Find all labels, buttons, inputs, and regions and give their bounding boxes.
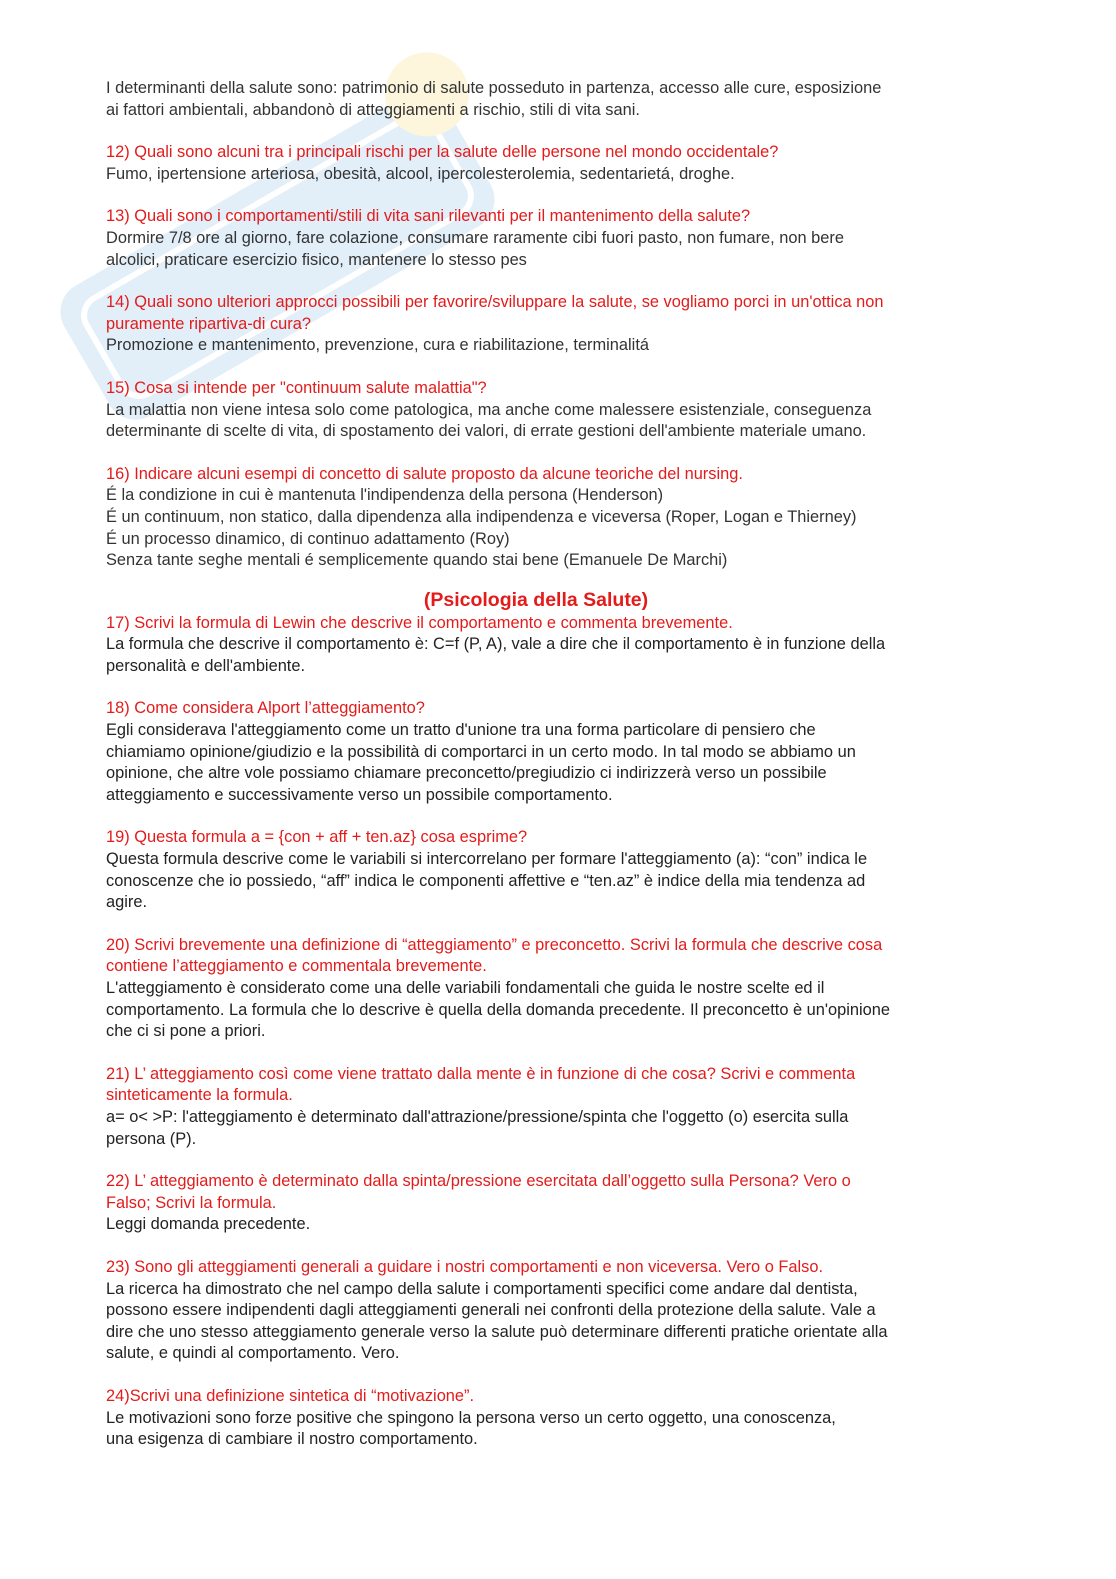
answer-14: Promozione e mantenimento, prevenzione, cura e riabilitazione, terminalitá (106, 336, 649, 355)
question-17: 17) Scrivi la formula di Lewin che descrive il comportamento e commenta brevemente. (106, 613, 733, 632)
answer-13: Dormire 7/8 ore al giorno, fare colazione, consumare raramente cibi fuori pasto, non fumare, non bere alcolici, praticare esercizio fisico, mantenere lo stesso pes (106, 228, 844, 269)
question-19: 19) Questa formula a = {con + aff + ten.az} cosa esprime? (106, 828, 528, 847)
qa-item-15 (106, 378, 1006, 443)
question-22: 22) L’ atteggiamento è determinato dalla spinta/pressione esercitata dall’oggetto sulla Persona? Vero o Falso; Scrivi la formula. (106, 1172, 851, 1212)
question-24: 24)Scrivi una definizione sintetica di “motivazione”. (106, 1386, 475, 1405)
answer-23: La ricerca ha dimostrato che nel campo della salute i comportamenti specifici come andare dal dentista, possono essere indipendenti dagli atteggiamenti generali nei confronti della protezione della salute. Vale a dire che uno stesso atteggiamento generale verso la salute può determinare differenti pratiche orientate alla salute, e quindi al comportamento. Vero. (106, 1279, 888, 1363)
intro-answer: I determinanti della salute sono: patrimonio di salute posseduto in partenza, accesso alle cure, esposizione ai fattori ambientali, abbandonò di atteggiamenti a rischio, stili di vita sani. (106, 79, 882, 119)
question-15: 15) Cosa si intende per "continuum salute malattia"? (106, 378, 487, 397)
answer-19: Questa formula descrive come le variabili si intercorrelano per formare l'atteggiamento (a): “con” indica le conoscenze che io possiedo, “aff” indica le componenti affettive e “ten.az” è indice della mia tendenza ad agire. (106, 850, 868, 912)
question-20: 20) Scrivi brevemente una definizione di “atteggiamento” e preconcetto. Scrivi la formula che descrive cosa contiene l’atteggiamento e commentala brevemente. (106, 935, 883, 976)
qa-item-17 (106, 613, 1006, 678)
answer-16: É la condizione in cui è mantenuta l'indipendenza della persona (Henderson) É un continuum, non statico, dalla dipendenza alla indipendenza e viceversa (Roper, Logan e Thierney) É un processo dinamico, di continuo adattamento (Roy) Senza tante seghe mentali é semplicemente quando stai bene (Emanuele De Marchi) (106, 486, 857, 570)
answer-18: Egli considerava l'atteggiamento come un tratto d'unione tra una forma particolare di pensiero che chiamiamo opinione/giudizio e la possibilità di comportarci in un certo modo. In tal modo se abbiamo un opinione, che altre vole possiamo chiamare preconcetto/pregiudizio ci indirizzerà verso un possibile atteggiamento e successivamente verso un possibile comportamento. (106, 721, 856, 804)
answer-12: Fumo, ipertensione arteriosa, obesità, alcool, ipercolesterolemia, sedentarietá, droghe. (106, 164, 735, 183)
answer-15: La malattia non viene intesa solo come patologica, ma anche come malessere esistenziale, conseguenza determinante di scelte di vita, di spostamento dei valori, di errate gestioni dell'ambiente materiale umano. (106, 400, 872, 441)
answer-20: L'atteggiamento è considerato come una delle variabili fondamentali che guida le nostre scelte ed il comportamento. La formula che lo descrive è quella della domanda precedente. Il preconcetto è un'opinione che ci si pone a priori. (106, 979, 890, 1041)
qa-item-22 (106, 1171, 1006, 1236)
question-16: 16) Indicare alcuni esempi di concetto di salute proposto da alcune teoriche del nursing. (106, 464, 743, 483)
qa-item-14 (106, 292, 1006, 357)
qa-item-20 (106, 935, 1006, 1043)
section-title: (Psicologia della Salute) (423, 588, 649, 611)
question-21: 21) L’ atteggiamento così come viene trattato dalla mente è in funzione di che cosa? Scrivi e commenta sinteticamente la formula. (106, 1064, 856, 1105)
qa-item-13 (106, 206, 1006, 271)
qa-item-24 (106, 1386, 1006, 1451)
intro-block (106, 78, 1006, 121)
qa-item-12 (106, 142, 1006, 185)
question-18: 18) Come considera Alport l’atteggiamento? (106, 699, 425, 718)
question-12: 12) Quali sono alcuni tra i principali rischi per la salute delle persone nel mondo occidentale? (106, 143, 779, 162)
qa-item-19 (106, 827, 1006, 913)
question-23: 23) Sono gli atteggiamenti generali a guidare i nostri comportamenti e non viceversa. Vero o Falso. (106, 1257, 824, 1276)
question-14: 14) Quali sono ulteriori approcci possibili per favorire/sviluppare la salute, se vogliamo porci in un'ottica non puramente ripartiva-di cura? (106, 293, 884, 333)
qa-item-18 (106, 698, 1006, 806)
answer-21: a= o< >P: l'atteggiamento è determinato dall'attrazione/pressione/spinta che l'oggetto (o) esercita sulla persona (P). (106, 1107, 849, 1148)
qa-item-16 (106, 464, 1006, 572)
answer-17: La formula che descrive il comportamento è: C=f (P, A), vale a dire che il comportamento è in funzione della personalità e dell'ambiente. (106, 635, 886, 675)
qa-item-21 (106, 1064, 1006, 1150)
qa-item-23 (106, 1257, 1006, 1365)
answer-22: Leggi domanda precedente. (106, 1215, 311, 1234)
question-13: 13) Quali sono i comportamenti/stili di vita sani rilevanti per il mantenimento della salute? (106, 207, 751, 226)
answer-24: Le motivazioni sono forze positive che spingono la persona verso un certo oggetto, una conoscenza, una esigenza di cambiare il nostro comportamento. (106, 1408, 836, 1449)
